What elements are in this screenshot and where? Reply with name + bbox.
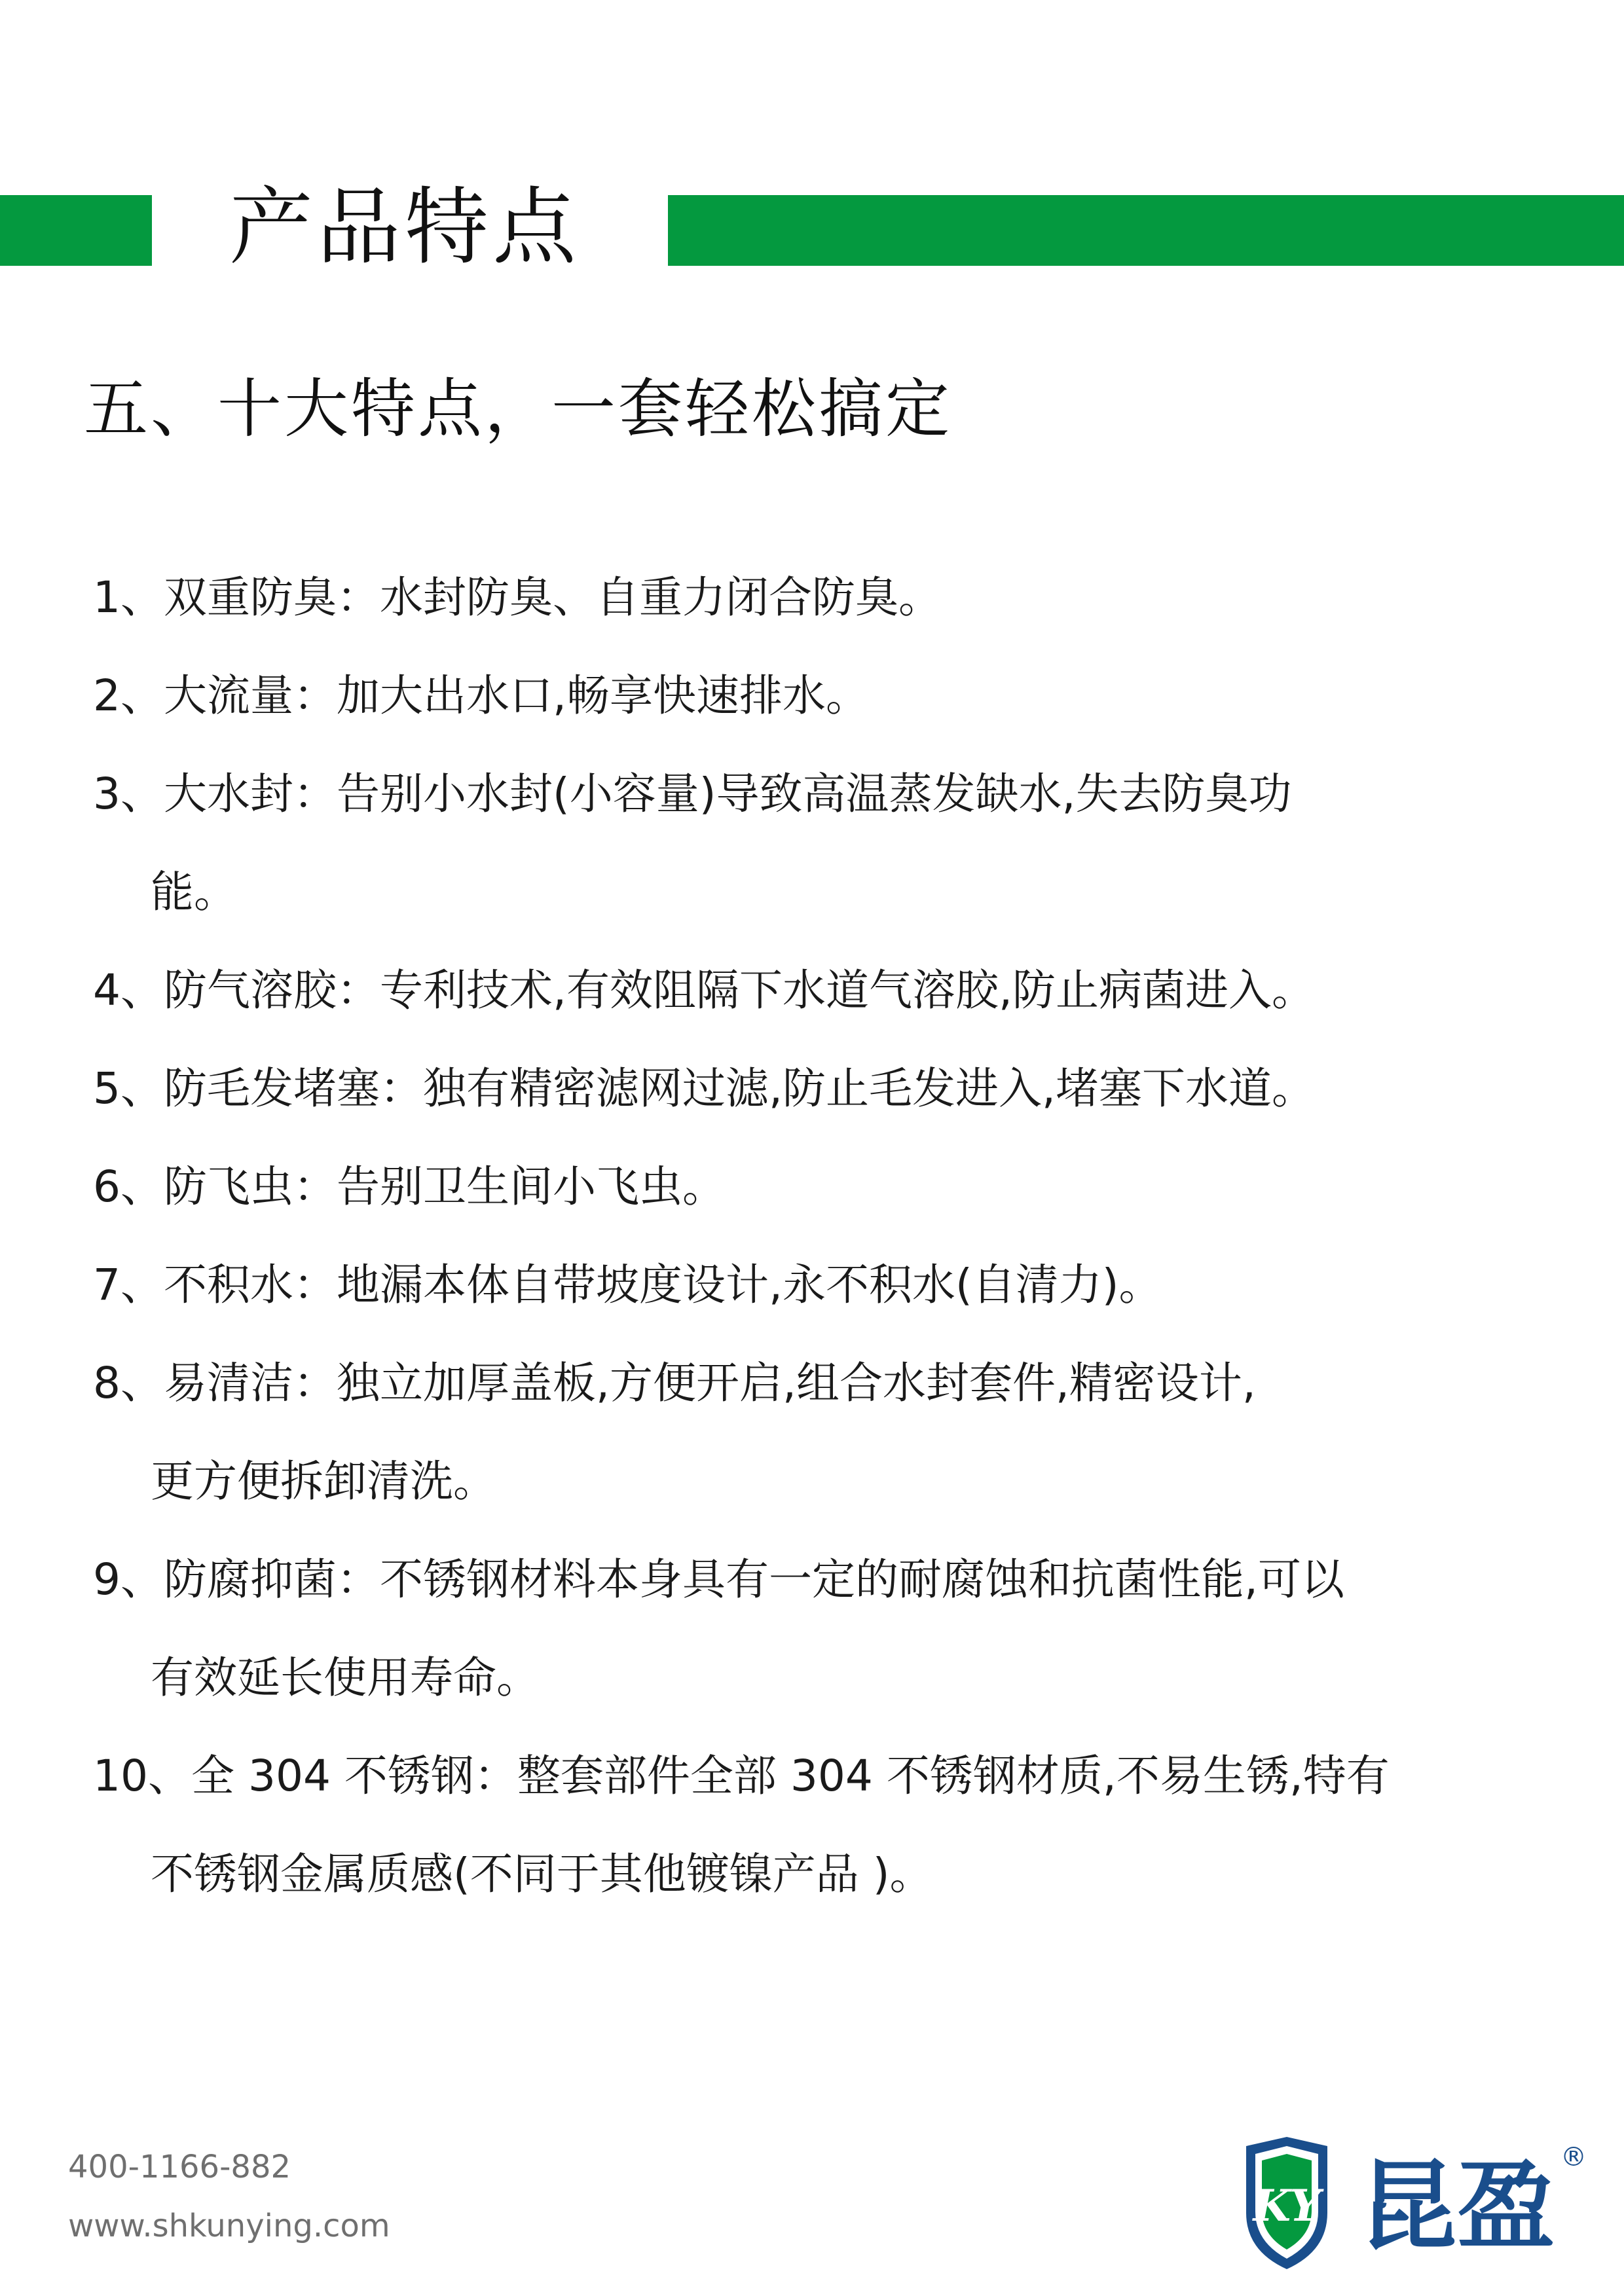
feature-line: 9、防腐抑菌：不锈钢材料本身具有一定的耐腐蚀和抗菌性能,可以: [93, 1554, 1344, 1605]
feature-item: [93, 647, 1560, 745]
feature-item: [93, 1727, 1560, 1923]
feature-line-continued: 能。: [151, 867, 237, 917]
logo-mark-text: KY: [1253, 2180, 1321, 2231]
feature-line: 8、易清洁：独立加厚盖板,方便开启,组合水封套件,精密设计,: [93, 1358, 1256, 1408]
header-bar-left: [0, 195, 152, 266]
registered-mark: ®: [1560, 2142, 1587, 2172]
feature-item: [93, 1040, 1560, 1138]
feature-item: [93, 1138, 1560, 1236]
logo-brand-text: 昆盈: [1358, 2150, 1556, 2264]
feature-list: [93, 549, 1560, 1923]
feature-item: [93, 745, 1560, 941]
feature-item: [93, 941, 1560, 1040]
feature-line: 6、防飞虫：告别卫生间小飞虫。: [93, 1161, 726, 1212]
page-title: 产品特点: [229, 179, 581, 276]
header-bar-right: [668, 195, 1624, 266]
feature-item: [93, 1531, 1560, 1727]
contact-website: www.shkunying.com: [68, 2208, 390, 2244]
feature-line: 1、双重防臭：水封防臭、自重力闭合防臭。: [93, 572, 942, 623]
contact-info: [68, 2138, 390, 2255]
feature-line: 7、不积水：地漏本体自带坡度设计,永不积水(自清力)。: [93, 1260, 1162, 1310]
section-title: 五、十大特点，一套轻松搞定: [84, 372, 953, 446]
feature-line: 4、防气溶胶：专利技术,有效阻隔下水道气溶胶,防止病菌进入。: [93, 965, 1315, 1015]
feature-item: [93, 1236, 1560, 1334]
feature-line-continued: 更方便拆卸清洗。: [151, 1456, 496, 1506]
feature-line: 2、大流量：加大出水口,畅享快速排水。: [93, 670, 869, 721]
brand-logo: [1241, 2134, 1587, 2272]
feature-item: [93, 1334, 1560, 1531]
feature-line: 3、大水封：告别小水封(小容量)导致高温蒸发缺水,失去防臭功: [93, 769, 1292, 819]
contact-phone: 400-1166-882: [68, 2149, 291, 2185]
feature-line-continued: 有效延长使用寿命。: [151, 1652, 540, 1703]
feature-line: 5、防毛发堵塞：独有精密滤网过滤,防止毛发进入,堵塞下水道。: [93, 1063, 1315, 1114]
feature-line: 10、全 304 不锈钢：整套部件全部 304 不锈钢材质,不易生锈,特有: [93, 1751, 1390, 1801]
feature-item: [93, 549, 1560, 647]
feature-line-continued: 不锈钢金属质感(不同于其他镀镍产品 )。: [151, 1849, 933, 1899]
shield-icon: [1246, 2137, 1327, 2269]
